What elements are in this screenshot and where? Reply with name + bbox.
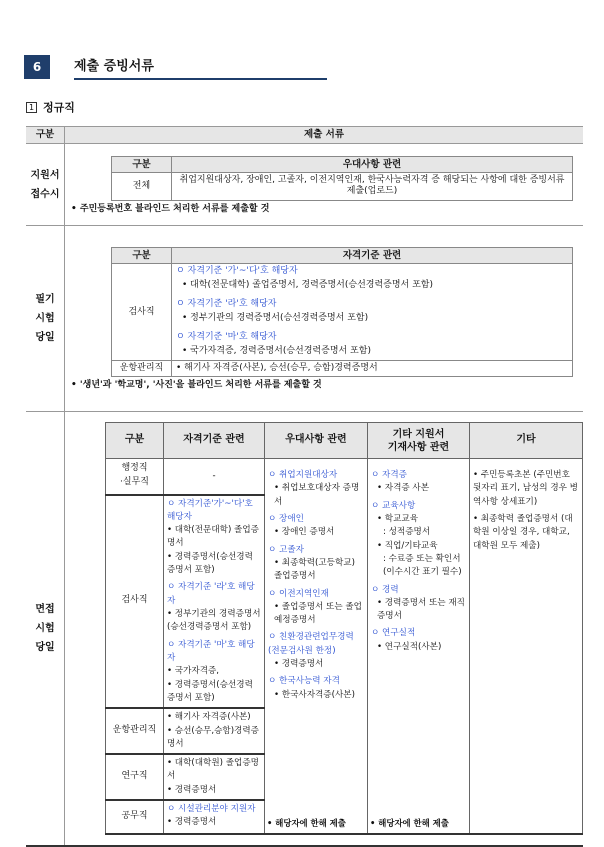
resume-item: • 학교교육 [377,513,419,524]
resume-item: : 수료증 또는 확인서 (이수시간 표기 필수) [383,553,462,578]
subsection-marker: 1 [26,102,37,113]
note-written-exam: • '생년'과 '학교명', '사진'을 블라인드 처리한 서류를 제출할 것 [71,380,322,391]
resume-item: • 직업/기타교육 [377,540,438,551]
subsection-header [26,101,75,115]
resume-head: ㅇ 교육사항 [371,500,416,511]
pref-item: • 한국사자격증(사본) [274,689,355,700]
t3-header-resume: 기타 지원서 기재사항 관련 [368,423,470,459]
resume-item: • 경력증명서 또는 재직증명서 [377,597,465,622]
t3-header-qualification: 자격기준 관련 [164,423,265,459]
qual-head: ㅇ 자격기준 '마'호 해당자 [167,639,255,663]
t3-header-other: 기타 [470,423,583,459]
resume-item: : 성적증명서 [383,527,431,538]
t3-category-inspector: 검사직 [106,495,164,709]
pref-head: ㅇ 취업지원대상자 [268,470,338,480]
inner-header-category: 구분 [112,157,172,173]
pref-item: • 경력증명서 [274,659,324,670]
qual-item: • 정부기관의 경력증명서(승선경력증명서 포함) [167,609,261,633]
category-written-exam: 필기 시험 당일 [26,226,65,412]
t3-header-preference: 우대사항 관련 [265,423,368,459]
qual-item: • 경력증명서(승선경력증명서 포함) [167,679,253,703]
pref-head: ㅇ 고졸자 [268,544,304,555]
pref-item: • 졸업증명서 또는 졸업예정증명서 [274,601,362,626]
qual-head: ㅇ 자격기준'가'~'다'호 해당자 [167,498,253,522]
resume-head: ㅇ 자격증 [371,470,407,480]
qual-group-item: • 정부기관의 경력증명서(승선경력증명서 포함) [182,313,369,324]
section-title: 제출 증빙서류 [74,58,154,74]
row-interview [26,412,583,847]
other-item: • 주민등록초본 (주민번호 뒷자리 표기, 남성의 경우 병역사항 상세표기) [473,470,578,507]
qual-group-head: ㅇ 자격기준 '라'호 해당자 [176,299,277,310]
op-item: • 해기사 자격증(사본) [167,712,251,723]
t3-admin-qualification: - [164,459,265,495]
inner-header-content: 자격기준 관련 [172,248,573,264]
resume-head: ㅇ 연구실적 [371,628,416,639]
section-header [24,54,154,80]
resume-item: • 연구실적(사본) [377,641,442,652]
pref-head: ㅇ 이전지역인재 [268,588,329,599]
qual-item: • 대학(전문대학) 졸업증명서 [167,525,259,549]
category-interview: 면접 시험 당일 [26,412,65,847]
resume-note: • 해당자에 한해 제출 [370,818,449,829]
pref-note: • 해당자에 한해 제출 [267,818,346,829]
pref-head: ㅇ 친환경관련업무경력 (전문검사원 한정) [268,632,354,656]
t3-category-admin: 행정직 ·실무직 [106,459,164,495]
inner-content-operation: • 해기사 자격증(사본), 승선(승무, 승함)경력증명서 [172,361,573,377]
qual-group-item: • 대학(전문대학) 졸업증명서, 경력증명서(승선경력증명서 포함) [182,280,434,291]
inner-category-inspector: 검사직 [112,264,172,361]
note-application: • 주민등록번호 블라인드 처리한 서류를 제출할 것 [71,203,270,214]
qual-head: ㅇ 자격기준 '라'호 해당자 [167,582,255,606]
t3-category-public: 공무직 [106,800,164,834]
interview-table [105,422,583,835]
public-head: ㅇ 시설관리분야 지원자 [167,804,256,815]
qual-item: • 경력증명서(승선경력증명서 포함) [167,551,253,576]
section-number: 6 [24,55,50,79]
row-application [26,144,583,226]
header-category: 구분 [26,127,65,144]
research-item: • 경력증명서 [167,784,217,795]
inner-category-operation: 운항관리직 [112,361,172,377]
section-underline [74,78,327,80]
resume-item: • 자격증 사본 [377,483,430,494]
t3-header-category: 구분 [106,423,164,459]
header-documents: 제출 서류 [65,127,584,144]
row-written-exam [26,226,583,412]
t3-category-operation: 운항관리직 [106,708,164,754]
op-item: • 승선(승무,승함)경력증명서 [167,725,259,749]
inner-content-all: 취업지원대상자, 장애인, 고졸자, 이전지역인재, 한국사능력자격 증 해당되는 사항에 대한 증빙서류 제출(업로드) [172,173,573,201]
qual-group-head: ㅇ 자격기준 '가'~'다'호 해당자 [176,266,298,277]
inner-header-category: 구분 [112,248,172,264]
pref-item: • 취업보호대상자 증명서 [274,483,360,507]
pref-item: • 장애인 증명서 [274,527,335,538]
pref-head: ㅇ 장애인 [268,513,304,524]
documents-table [26,126,583,847]
inner-table-qualification [111,247,573,377]
subsection-title: 정규직 [43,101,75,114]
pref-item: • 최종학력(고등학교) 졸업증명서 [274,557,355,582]
inner-header-content: 우대사항 관련 [172,157,573,173]
qual-item: • 국가자격증, [167,666,220,677]
pref-head: ㅇ 한국사능력 자격 [268,676,340,687]
qual-group-head: ㅇ 자격기준 '마'호 해당자 [176,332,277,343]
inner-table-preference [111,156,573,201]
research-item: • 대학(대학원) 졸업증명서 [167,758,259,782]
inner-category-all: 전체 [112,173,172,201]
resume-head: ㅇ 경력 [371,584,399,595]
public-item: • 경력증명서 [167,817,217,828]
qual-group-item: • 국가자격증, 경력증명서(승선경력증명서 포함) [182,346,371,357]
t3-category-research: 연구직 [106,754,164,800]
other-item: • 최종학력 졸업증명서 (대학원 이상일 경우, 대학교, 대학원 모두 제출) [473,513,573,551]
category-application: 지원서 접수시 [26,144,65,226]
